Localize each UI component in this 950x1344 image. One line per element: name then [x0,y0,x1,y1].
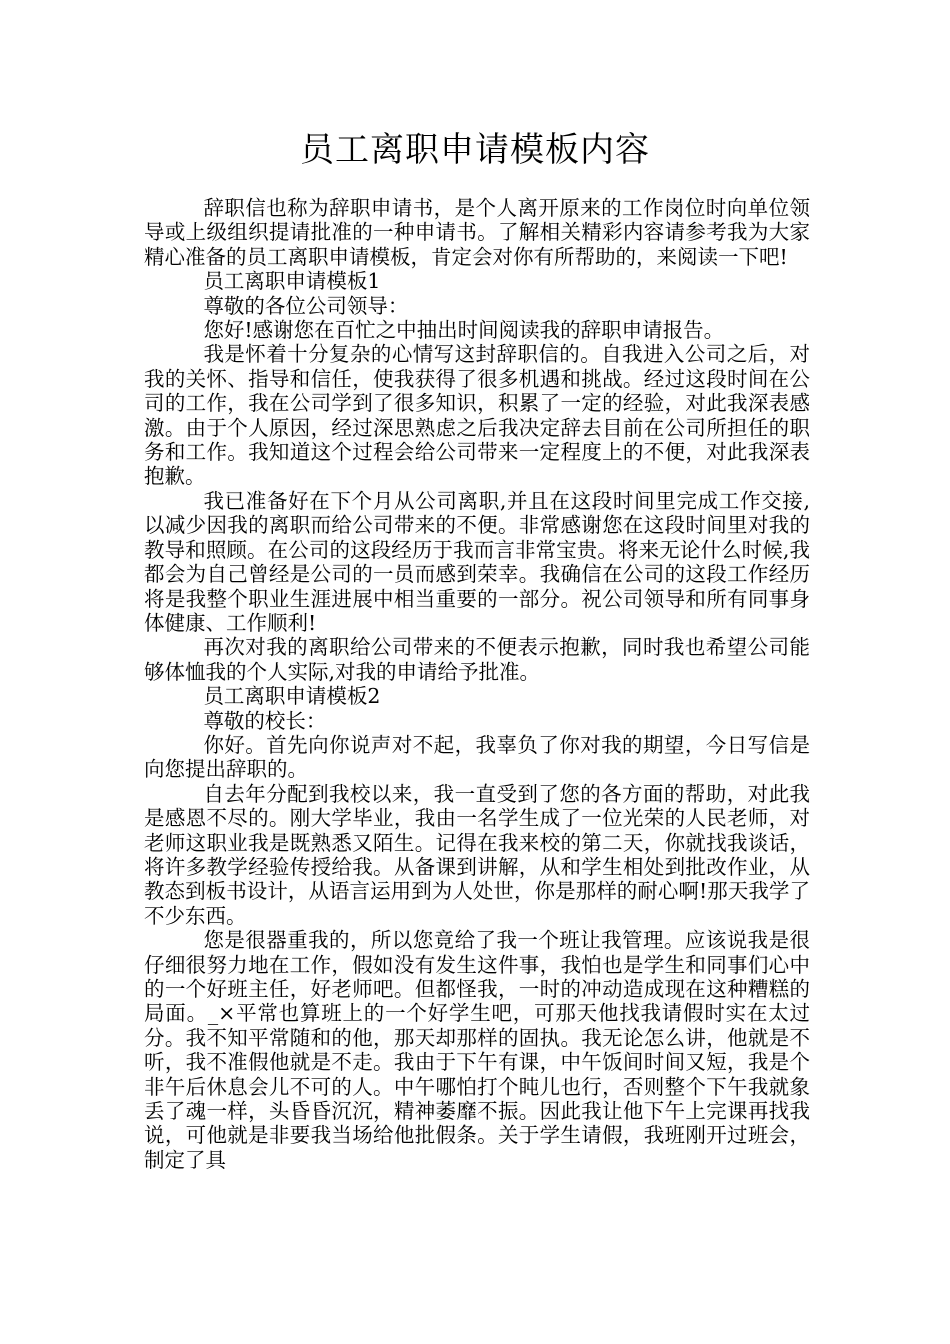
body-paragraph: 自去年分配到我校以来，我一直受到了您的各方面的帮助，对此我是感恩不尽的。刚大学毕业，我由一名学生成了一位光荣的人民老师，对老师这职业我是既熟悉又陌生。记得在我来校的第二天，你就找我谈话，将许多教学经验传授给我。从备课到讲解，从和学生相处到批改作业，从教态到板书设计，从语言运用到为人处世，你是那样的耐心啊!那天我学了不少东西。 [144,781,810,928]
salutation-paragraph: 尊敬的各位公司领导： [203,293,409,318]
body-paragraph: 您是很器重我的，所以您竟给了我一个班让我管理。应该说我是很仔细很努力地在工作，假如没有发生这件事，我怕也是学生和同事们心中的一个好班主任，好老师吧。但都怪我，一时的冲动造成现在这种糟糕的局面。_×平常也算班上的一个好学生吧，可那天他找我请假时实在太过分。我不知平常随和的他，那天却那样的固执。我无论怎么讲，他就是不听，我不准假他就是不走。我由于下午有课，中午饭间时间又短，我是个非午后休息会儿不可的人。中午哪怕打个盹儿也行，否则整个下午我就象丢了魂一样，头昏昏沉沉，精神萎靡不振。因此我让他下午上完课再找我说，可他就是非要我当场给他批假条。关于学生请假，我班刚开过班会，制定了具 [144,928,810,1172]
salutation-paragraph: 尊敬的校长： [203,708,327,733]
body-paragraph: 我已准备好在下个月从公司离职,并且在这段时间里完成工作交接,以减少因我的离职而给公司带来的不便。非常感谢您在这段时间里对我的教导和照顾。在公司的这段经历于我而言非常宝贵。将来无论什么时候,我都会为自己曾经是公司的一员而感到荣幸。我确信在公司的这段工作经历将是我整个职业生涯进展中相当重要的一部分。祝公司领导和所有同事身体健康、工作顺利! [144,488,810,635]
body-paragraph: 再次对我的离职给公司带来的不便表示抱歉，同时我也希望公司能够体恤我的个人实际,对我的申请给予批准。 [144,635,810,684]
document-body [144,196,810,1172]
section-heading-template-1: 员工离职申请模板1 [203,269,381,294]
greeting-paragraph: 您好!感谢您在百忙之中抽出时间阅读我的辞职申请报告。 [203,318,725,343]
greeting-paragraph: 你好。首先向你说声对不起，我辜负了你对我的期望，今日写信是向您提出辞职的。 [144,732,810,782]
intro-paragraph: 辞职信也称为辞职申请书，是个人离开原来的工作岗位时向单位领导或上级组织提请批准的一种申请书。了解相关精彩内容请参考我为大家精心准备的员工离职申请模板，肯定会对你有所帮助的，来阅读一下吧! [144,196,810,269]
section-heading-template-2: 员工离职申请模板2 [203,684,381,709]
document-title: 员工离职申请模板内容 [300,130,650,170]
body-paragraph: 我是怀着十分复杂的心情写这封辞职信的。自我进入公司之后，对我的关怀、指导和信任，使我获得了很多机遇和挑战。经过这段时间在公司的工作，我在公司学到了很多知识，积累了一定的经验，对此我深表感激。由于个人原因，经过深思熟虑之后我决定辞去目前在公司所担任的职务和工作。我知道这个过程会给公司带来一定程度上的不便，对此我深表抱歉。 [144,342,810,489]
